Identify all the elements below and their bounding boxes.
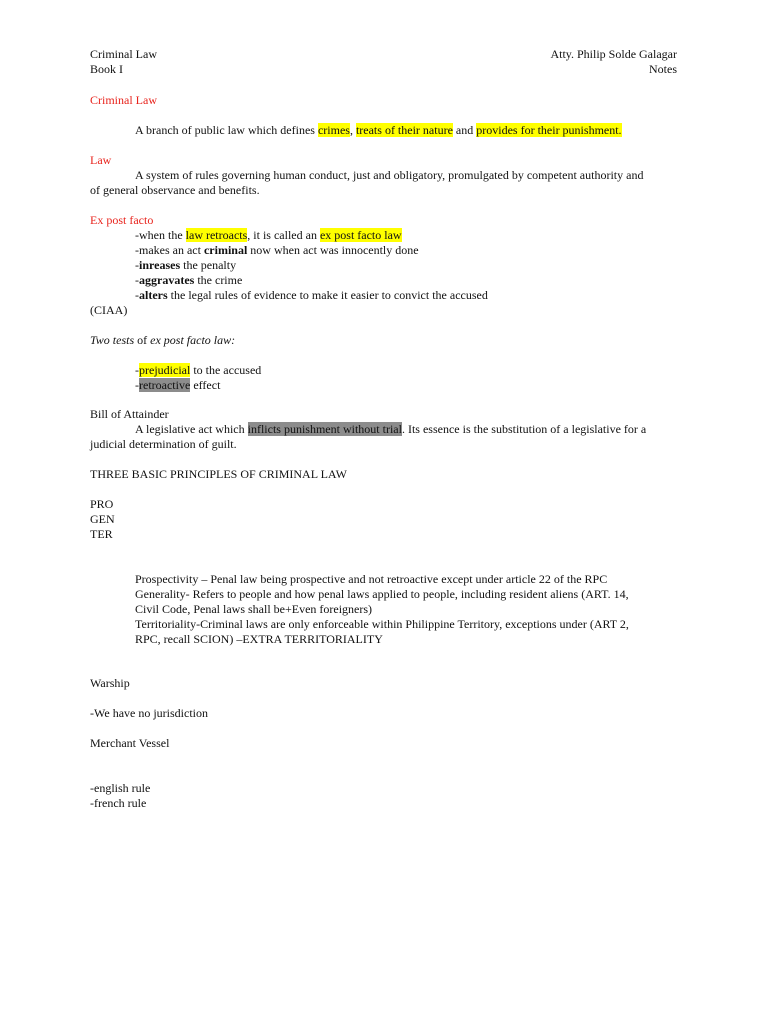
definition-text: . Its essence is the substitution of a legislative for a xyxy=(401,422,647,436)
criminal-law-definition xyxy=(135,123,622,138)
heading-bill-of-attainder: Bill of Attainder xyxy=(90,407,169,421)
heading-warship: Warship xyxy=(90,676,130,690)
principle-generality-line1: Generality- Refers to people and how penal laws applied to people, including resident aliens (ART. 14, xyxy=(135,587,629,601)
law-definition-line2: of general observance and benefits. xyxy=(90,183,260,197)
header-author: Atty. Philip Solde Galagar xyxy=(550,47,677,61)
bold-term: aggravates xyxy=(139,273,195,287)
item-text: - xyxy=(135,363,139,377)
italic-text: Two tests xyxy=(90,333,135,347)
bold-term: alters xyxy=(139,288,168,302)
heading-text: of xyxy=(134,333,151,347)
mnemonic-gen: GEN xyxy=(90,512,115,526)
bold-term: criminal xyxy=(203,243,248,257)
principle-territoriality-line2: RPC, recall SCION) –EXTRA TERRITORIALITY xyxy=(135,632,383,646)
test-item xyxy=(135,378,220,393)
heading-ex-post-facto: Ex post facto xyxy=(90,213,154,227)
law-definition-line1: A system of rules governing human conduct, just and obligatory, promulgated by competent authority and xyxy=(135,168,644,182)
highlight-retroactive: retroactive xyxy=(139,378,191,392)
item-text: the penalty xyxy=(180,258,237,272)
ex-post-facto-item xyxy=(135,288,488,303)
item-text: - xyxy=(135,273,139,287)
header-course: Criminal Law xyxy=(90,47,157,61)
highlight-crimes: crimes xyxy=(317,123,350,137)
french-rule: -french rule xyxy=(90,796,147,810)
attainder-definition-line1 xyxy=(135,422,646,437)
highlight-nature: treats of their nature xyxy=(355,123,453,137)
item-text: - xyxy=(135,288,139,302)
mnemonic-ciaa: (CIAA) xyxy=(90,303,128,317)
highlight-prejudicial: prejudicial xyxy=(139,363,191,377)
item-text: -when the xyxy=(135,228,186,242)
definition-text: A branch of public law which defines xyxy=(135,123,318,137)
definition-text: and xyxy=(452,123,477,137)
item-text: effect xyxy=(190,378,221,392)
item-text: to the accused xyxy=(190,363,262,377)
principle-prospectivity: Prospectivity – Penal law being prospective and not retroactive except under article 22 of the RPC xyxy=(135,572,608,586)
item-text: the legal rules of evidence to make it easier to convict the accused xyxy=(167,288,488,302)
heading-three-principles: THREE BASIC PRINCIPLES OF CRIMINAL LAW xyxy=(90,467,347,481)
header-book: Book I xyxy=(90,62,123,76)
item-text: -makes an act xyxy=(135,243,204,257)
ex-post-facto-item xyxy=(135,243,419,258)
bold-term: inreases xyxy=(139,258,181,272)
heading-law: Law xyxy=(90,153,112,167)
ex-post-facto-item xyxy=(135,273,242,288)
english-rule: -english rule xyxy=(90,781,151,795)
heading-merchant-vessel: Merchant Vessel xyxy=(90,736,170,750)
definition-text: , xyxy=(349,123,356,137)
principle-generality-line2: Civil Code, Penal laws shall be+Even foreigners) xyxy=(135,602,373,616)
item-text: now when act was innocently done xyxy=(247,243,419,257)
definition-text: A legislative act which xyxy=(135,422,248,436)
ex-post-facto-item xyxy=(135,228,402,243)
item-text: , it is called an xyxy=(247,228,320,242)
test-item xyxy=(135,363,261,378)
highlight-law-retroacts: law retroacts xyxy=(185,228,248,242)
highlight-inflicts-punishment: inflicts punishment without trial xyxy=(247,422,402,436)
ex-post-facto-item xyxy=(135,258,236,273)
mnemonic-ter: TER xyxy=(90,527,113,541)
highlight-ex-post-facto-law: ex post facto law xyxy=(319,228,402,242)
principle-territoriality-line1: Territoriality-Criminal laws are only enforceable within Philippine Territory, exceptions under (ART 2, xyxy=(135,617,629,631)
italic-text: ex post facto law: xyxy=(150,333,236,347)
item-text: - xyxy=(135,378,139,392)
attainder-definition-line2: judicial determination of guilt. xyxy=(90,437,237,451)
item-text: the crime xyxy=(194,273,243,287)
item-text: - xyxy=(135,258,139,272)
heading-criminal-law: Criminal Law xyxy=(90,93,157,107)
two-tests-heading xyxy=(90,333,235,348)
mnemonic-pro: PRO xyxy=(90,497,114,511)
header-notes: Notes xyxy=(649,62,677,76)
warship-note: -We have no jurisdiction xyxy=(90,706,209,720)
highlight-punishment: provides for their punishment. xyxy=(476,123,622,137)
